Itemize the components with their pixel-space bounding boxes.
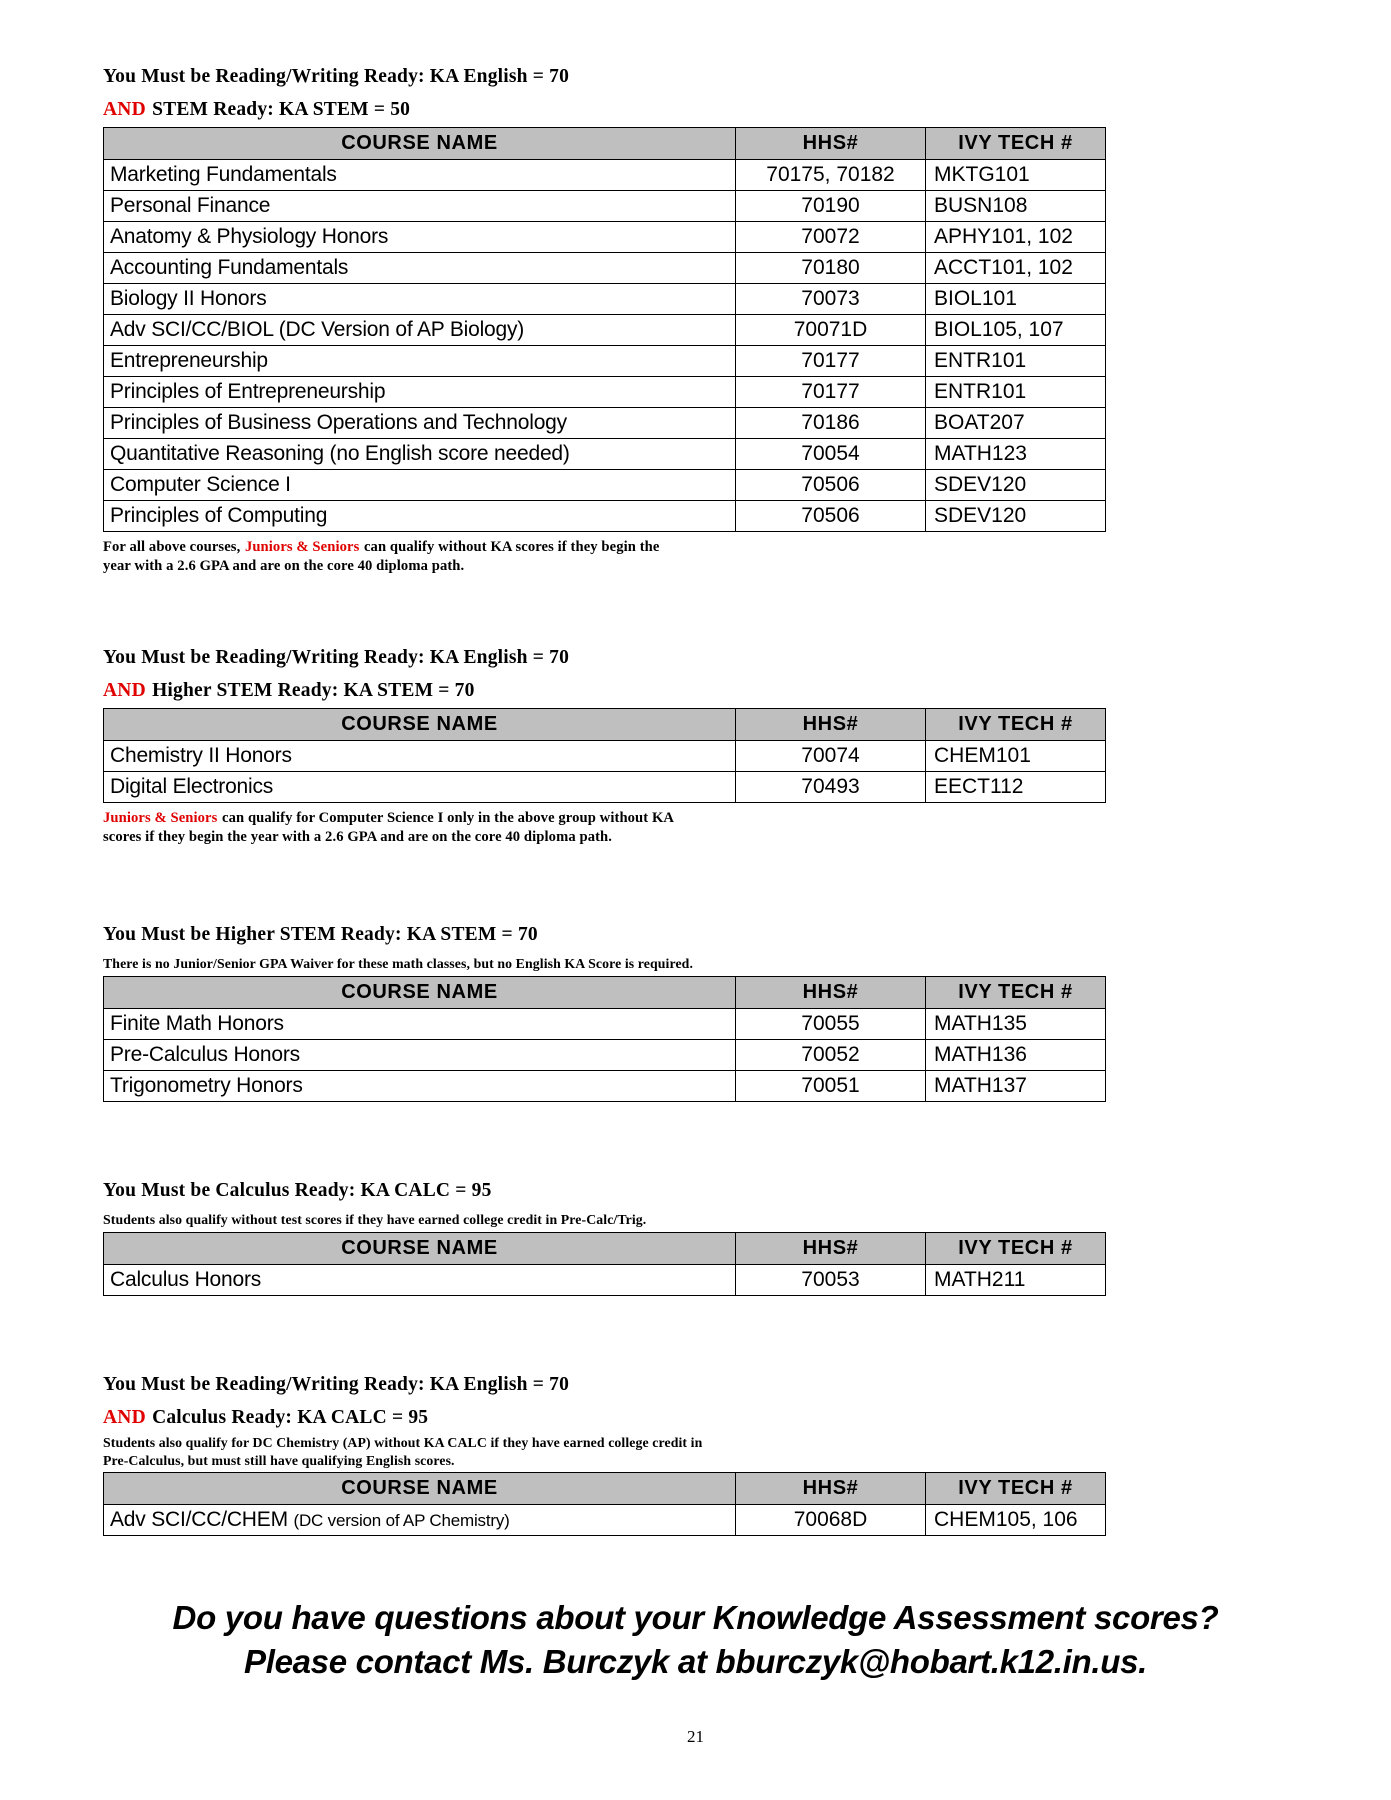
section-5-heading-line2 [103,1401,1113,1433]
col-header-ivy-tech: IVY TECH # [926,709,1106,741]
cell-course: Anatomy & Physiology Honors [104,222,736,253]
cell-hhs: 70051 [736,1071,926,1102]
cell-course: Calculus Honors [104,1265,736,1296]
cell-course: Finite Math Honors [104,1009,736,1040]
cell-ivy: ENTR101 [926,346,1106,377]
and-keyword: AND [103,98,146,120]
table-row [104,470,1106,501]
heading-text-2: Calculus Ready: KA CALC = 95 [152,1406,429,1428]
section-2-note [103,805,1113,846]
section-4-heading [103,1174,1113,1206]
cell-course: Computer Science I [104,470,736,501]
table-header-row [104,1472,1106,1504]
and-keyword: AND [103,679,146,701]
spacer-2 [103,846,1113,918]
table-row [104,772,1106,803]
cell-hhs: 70190 [736,191,926,222]
table-row [104,222,1106,253]
section-higher-stem70 [103,641,1113,846]
course-table-calculus [103,1232,1106,1296]
heading-text-2: STEM Ready: KA STEM = 50 [152,98,411,120]
spacer-3 [103,1102,1113,1174]
cell-course: Trigonometry Honors [104,1071,736,1102]
cell-ivy: CHEM105, 106 [926,1504,1106,1535]
section-1-note [103,534,1113,575]
section-english-and-calc [103,1368,1113,1536]
cell-ivy: BIOL105, 107 [926,315,1106,346]
note-text-b: can qualify without KA scores if they begin the [363,539,660,556]
cell-hhs: 70506 [736,501,926,532]
cell-course: Principles of Computing [104,501,736,532]
table-row [104,1009,1106,1040]
col-header-ivy-tech: IVY TECH # [926,1233,1106,1265]
subnote-text: There is no Junior/Senior GPA Waiver for these math classes, but no English KA Score is required. [103,955,693,971]
cell-ivy: MATH135 [926,1009,1106,1040]
col-header-ivy-tech: IVY TECH # [926,128,1106,160]
cell-course: Accounting Fundamentals [104,253,736,284]
cell-hhs: 70073 [736,284,926,315]
note-line-1 [103,805,1113,828]
cell-ivy: APHY101, 102 [926,222,1106,253]
table-row [104,1071,1106,1102]
cell-hhs: 70180 [736,253,926,284]
section-calculus-ready [103,1174,1113,1296]
cell-hhs: 70055 [736,1009,926,1040]
table-row [104,1265,1106,1296]
section-3-heading [103,918,1113,950]
cell-hhs: 70071D [736,315,926,346]
heading-text: You Must be Calculus Ready: KA CALC = 95 [103,1180,492,1202]
col-header-hhs: HHS# [736,1233,926,1265]
table-row [104,1504,1106,1535]
course-table-math-stem70 [103,976,1106,1102]
cell-ivy: MATH137 [926,1071,1106,1102]
cell-hhs: 70074 [736,741,926,772]
table-header-row [104,709,1106,741]
cell-course: Principles of Entrepreneurship [104,377,736,408]
table-row [104,160,1106,191]
cell-course: Principles of Business Operations and Technology [104,408,736,439]
cell-course: Adv SCI/CC/BIOL (DC Version of AP Biology) [104,315,736,346]
note-highlight-juniors-seniors: Juniors & Seniors [244,539,360,556]
document-content [103,60,1113,1536]
cell-course: Quantitative Reasoning (no English score needed) [104,439,736,470]
cell-ivy: MATH136 [926,1040,1106,1071]
cell-ivy: MKTG101 [926,160,1106,191]
cell-hhs: 70052 [736,1040,926,1071]
cell-course-paren: (DC version of AP Chemistry) [293,1510,510,1530]
cell-ivy: MATH211 [926,1265,1106,1296]
cell-ivy: BIOL101 [926,284,1106,315]
cell-course: Biology II Honors [104,284,736,315]
heading-text: You Must be Reading/Writing Ready: KA English = 70 [103,1374,570,1395]
table-row [104,284,1106,315]
note-line-2: year with a 2.6 GPA and are on the core 40 diploma path. [103,557,465,574]
table-row [104,741,1106,772]
cell-ivy: SDEV120 [926,501,1106,532]
spacer-1 [103,575,1113,641]
section-4-subnote [103,1208,1113,1229]
col-header-hhs: HHS# [736,128,926,160]
section-2-heading-line1 [103,641,1113,673]
cell-hhs: 70054 [736,439,926,470]
cell-ivy: SDEV120 [926,470,1106,501]
col-header-hhs: HHS# [736,1472,926,1504]
section-2-heading-line2 [103,674,1113,706]
cell-hhs: 70186 [736,408,926,439]
cell-course: Entrepreneurship [104,346,736,377]
cell-course: Marketing Fundamentals [104,160,736,191]
cell-ivy: ACCT101, 102 [926,253,1106,284]
subnote-line-1: Students also qualify for DC Chemistry (AP) without KA CALC if they have earned college credit in [103,1435,703,1451]
note-text-b: can qualify for Computer Science I only in the above group without KA [222,810,675,827]
col-header-course-name: COURSE NAME [104,709,736,741]
col-header-ivy-tech: IVY TECH # [926,977,1106,1009]
table-row [104,1040,1106,1071]
and-keyword: AND [103,1406,146,1428]
table-row [104,408,1106,439]
cell-ivy: MATH123 [926,439,1106,470]
contact-block [0,1596,1391,1683]
cell-hhs: 70072 [736,222,926,253]
col-header-hhs: HHS# [736,977,926,1009]
cell-course: Personal Finance [104,191,736,222]
table-row [104,346,1106,377]
cell-ivy: BOAT207 [926,408,1106,439]
spacer-4 [103,1296,1113,1368]
note-line-2: scores if they begin the year with a 2.6 GPA and are on the core 40 diploma path. [103,828,613,845]
col-header-course-name: COURSE NAME [104,128,736,160]
cell-ivy: BUSN108 [926,191,1106,222]
note-line-1 [103,534,1113,557]
note-highlight-juniors-seniors: Juniors & Seniors [103,810,218,827]
subnote-line-2: Pre-Calculus, but must still have qualifying English scores. [103,1452,455,1468]
heading-text: You Must be Reading/Writing Ready: KA English = 70 [103,66,570,87]
cell-hhs: 70506 [736,470,926,501]
section-1-heading-line1 [103,60,1113,92]
cell-course: Digital Electronics [104,772,736,803]
note-text-a: For all above courses, [103,539,241,556]
table-header-row [104,128,1106,160]
heading-text: You Must be Reading/Writing Ready: KA English = 70 [103,647,570,669]
col-header-course-name: COURSE NAME [104,1233,736,1265]
subnote-text: Students also qualify without test scores if they have earned college credit in Pre-Calc/Trig. [103,1211,647,1227]
cell-hhs: 70068D [736,1504,926,1535]
cell-hhs: 70493 [736,772,926,803]
page-number: 21 [687,1727,704,1746]
col-header-ivy-tech: IVY TECH # [926,1472,1106,1504]
table-row [104,191,1106,222]
cell-course: Chemistry II Honors [104,741,736,772]
heading-text-2: Higher STEM Ready: KA STEM = 70 [152,679,475,701]
cell-hhs: 70177 [736,346,926,377]
cell-course: Pre-Calculus Honors [104,1040,736,1071]
section-stem70-math [103,918,1113,1102]
section-3-subnote [103,952,1113,973]
cell-ivy: ENTR101 [926,377,1106,408]
course-table-stem50 [103,127,1106,532]
col-header-course-name: COURSE NAME [104,977,736,1009]
cell-hhs: 70177 [736,377,926,408]
course-table-higher-stem70 [103,708,1106,803]
table-row [104,315,1106,346]
table-header-row [104,977,1106,1009]
section-5-heading-line1 [103,1368,1113,1400]
course-table-chemistry [103,1472,1106,1536]
table-row [104,253,1106,284]
table-row [104,439,1106,470]
cell-course-main: Adv SCI/CC/CHEM [110,1507,288,1531]
cell-ivy: CHEM101 [926,741,1106,772]
table-row [104,377,1106,408]
contact-line-1: Do you have questions about your Knowledge Assessment scores? [172,1599,1219,1636]
cell-ivy: EECT112 [926,772,1106,803]
col-header-hhs: HHS# [736,709,926,741]
contact-line-2: Please contact Ms. Burczyk at bburczyk@hobart.k12.in.us. [243,1642,1147,1680]
section-1-heading-line2 [103,93,1113,125]
section-5-subnote [103,1434,1113,1468]
section-stem50 [103,60,1113,575]
cell-hhs: 70175, 70182 [736,160,926,191]
heading-text: You Must be Higher STEM Ready: KA STEM = 70 [103,924,538,946]
cell-hhs: 70053 [736,1265,926,1296]
cell-course [104,1504,736,1535]
col-header-course-name: COURSE NAME [104,1472,736,1504]
table-header-row [104,1233,1106,1265]
table-row [104,501,1106,532]
